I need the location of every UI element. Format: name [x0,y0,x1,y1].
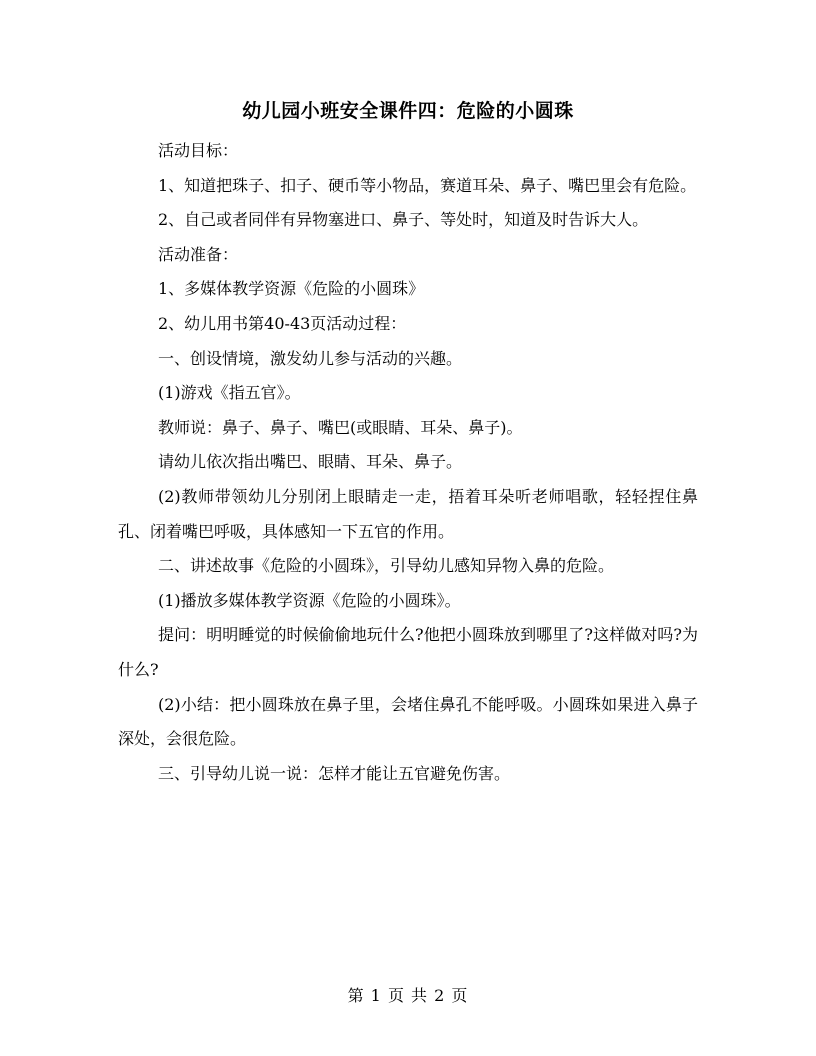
paragraph-prep-1: 1、多媒体教学资源《危险的小圆珠》 [158,279,425,299]
paragraph-goal-1: 1、知道把珠子、扣子、硬币等小物品，赛道耳朵、鼻子、嘴巴里会有危险。 [158,175,697,195]
paragraph-goal-heading: 活动目标： [158,141,239,160]
paragraph-step-2-play: (1)播放多媒体教学资源《危险的小圆珠》。 [158,590,461,610]
document-title: 幼儿园小班安全课件四：危险的小圆珠 [242,100,574,122]
paragraph-step-2-question: 提问：明明睡觉的时候偷偷地玩什么?他把小圆珠放到哪里了?这样做对吗?为什么? [118,625,698,679]
paragraph-prep-2: 2、幼儿用书第40-43页活动过程： [158,313,407,333]
page-number: 第 1 页 共 2 页 [347,986,469,1005]
paragraph-step-1-practice: (2)教师带领幼儿分别闭上眼睛走一走，捂着耳朵听老师唱歌，轻轻捏住鼻孔、闭着嘴巴呼吸，具体感知一下五官的作用。 [118,486,698,541]
document-body [118,134,698,791]
paragraph-step-1-game: (1)游戏《指五官》。 [158,383,301,403]
paragraph-child-points: 请幼儿依次指出嘴巴、眼睛、耳朵、鼻子。 [158,452,463,472]
paragraph-teacher-says: 教师说：鼻子、鼻子、嘴巴(或眼睛、耳朵、鼻子)。 [158,417,523,437]
paragraph-goal-2: 2、自己或者同伴有异物塞进口、鼻子、等处时，知道及时告诉大人。 [158,210,649,230]
paragraph-step-2-summary: (2)小结：把小圆珠放在鼻子里，会堵住鼻孔不能呼吸。小圆珠如果进入鼻子深处，会很危险。 [118,694,698,749]
paragraph-step-3: 三、引导幼儿说一说：怎样才能让五官避免伤害。 [158,763,511,783]
paragraph-prep-heading: 活动准备： [158,244,239,264]
paragraph-step-2: 二、讲述故事《危险的小圆珠》，引导幼儿感知异物入鼻的危险。 [158,556,615,576]
paragraph-step-1: 一、创设情境，激发幼儿参与活动的兴趣。 [158,348,463,368]
